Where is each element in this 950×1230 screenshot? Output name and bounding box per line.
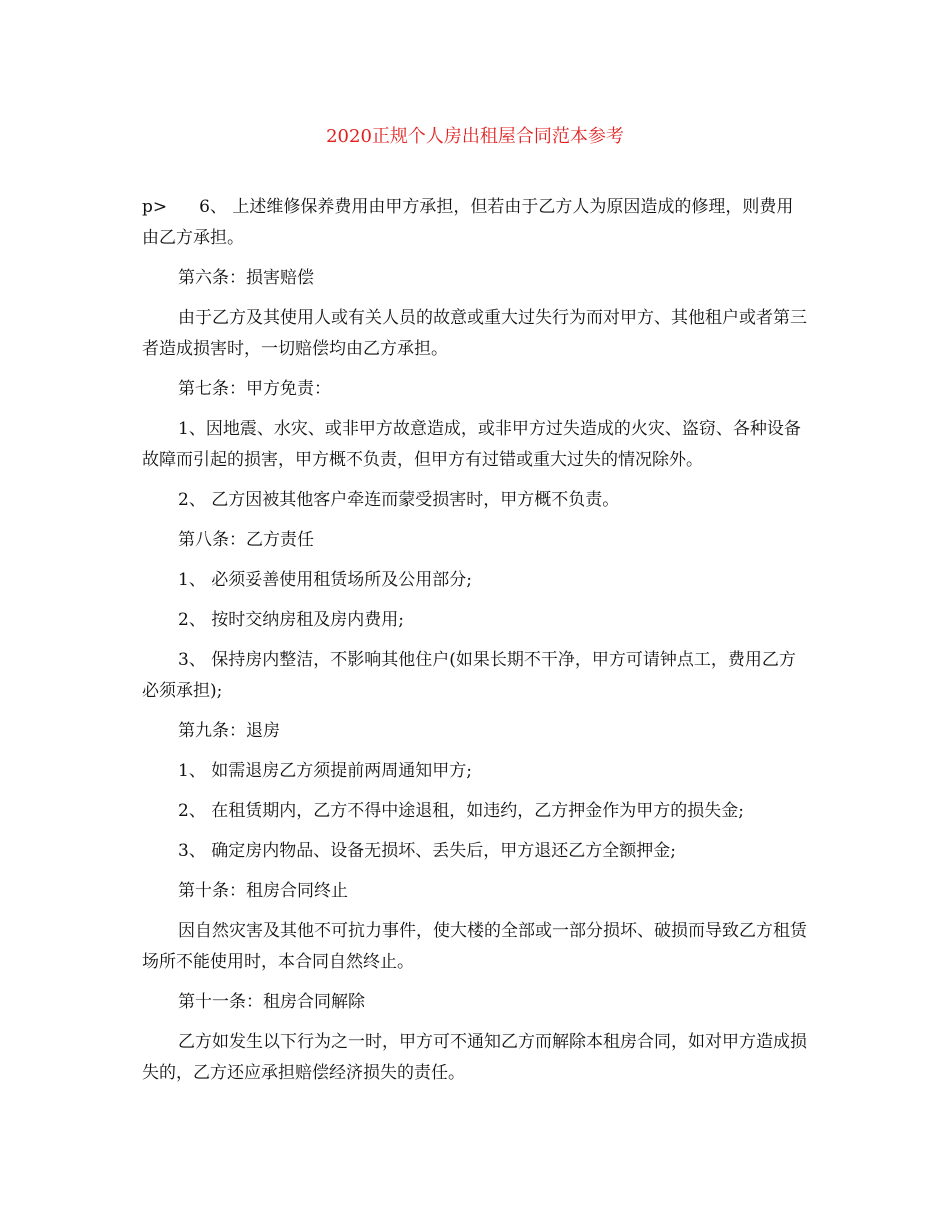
paragraph: 3、 保持房内整洁，不影响其他住户(如果长期不干净，甲方可请钟点工，费用乙方必须承担); [142,650,796,701]
section-heading: 第八条：乙方责任 [178,530,314,550]
paragraph-text: 6、 上述维修保养费用由甲方承担，但若由于乙方人为原因造成的修理，则费用由乙方承担。 [142,197,794,248]
paragraph: 2、 乙方因被其他客户牵连而蒙受损害时，甲方概不负责。 [178,490,620,510]
paragraph: 1、 必须妥善使用租赁场所及公用部分; [178,570,472,590]
section-heading: 第十条：租房合同终止 [178,881,348,901]
paragraph: 乙方如发生以下行为之一时，甲方可不通知乙方而解除本租房合同，如对甲方造成损失的，乙方还应承担赔偿经济损失的责任。 [142,1032,807,1083]
section-heading: 第六条：损害赔偿 [178,268,314,288]
paragraph [142,192,810,254]
section-heading: 第九条：退房 [178,721,280,741]
document-body [142,192,810,1098]
paragraph: 由于乙方及其使用人或有关人员的故意或重大过失行为而对甲方、其他租户或者第三者造成损害时，一切赔偿均由乙方承担。 [142,308,807,359]
paragraph-prefix: p> [142,197,168,217]
document-title: 2020正规个人房出租屋合同范本参考 [326,126,624,147]
paragraph: 2、 按时交纳房租及房内费用; [178,610,404,630]
paragraph: 因自然灾害及其他不可抗力事件，使大楼的全部或一部分损坏、破损而导致乙方租赁场所不能使用时，本合同自然终止。 [142,921,807,972]
paragraph: 1、因地震、水灾、或非甲方故意造成，或非甲方过失造成的火灾、盗窃、各种设备故障而引起的损害，甲方概不负责，但甲方有过错或重大过失的情况除外。 [142,419,801,470]
section-heading: 第十一条：租房合同解除 [178,992,365,1012]
paragraph: 1、 如需退房乙方须提前两周通知甲方; [178,761,472,781]
section-heading: 第七条：甲方免责： [178,379,331,399]
paragraph: 3、 确定房内物品、设备无损坏、丢失后，甲方退还乙方全额押金; [178,841,676,861]
paragraph: 2、 在租赁期内，乙方不得中途退租，如违约，乙方押金作为甲方的损失金; [178,801,744,821]
